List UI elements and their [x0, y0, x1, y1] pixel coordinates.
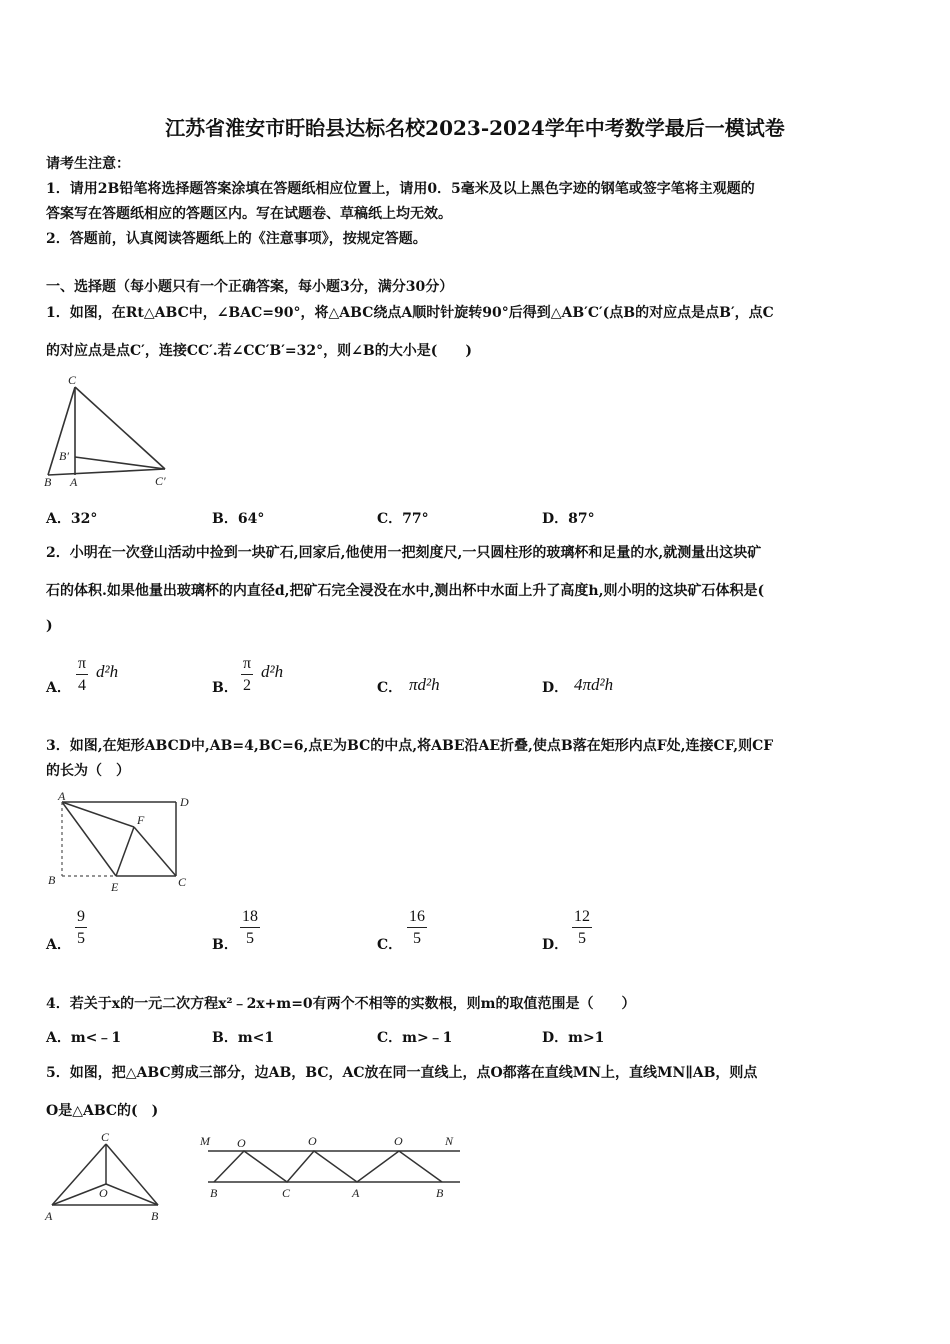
- q5-fig2-label-m: M: [200, 1134, 210, 1148]
- q2-option-a-den: 4: [78, 677, 87, 694]
- q2-stem-line-2: 石的体积.如果他量出玻璃杯的内直径d,把矿石完全浸没在水中,测出杯中水面上升了高度h,则小明的这块矿石体积是(: [46, 583, 765, 599]
- q3-figure: [44, 786, 204, 898]
- q3-label-d: D: [180, 795, 189, 809]
- q3-stem-line-2: 的长为（ ）: [46, 763, 130, 779]
- q1-label-a: A: [70, 475, 78, 489]
- q3-option-d-label[interactable]: D．: [542, 937, 569, 953]
- q3-label-f: F: [137, 813, 145, 827]
- notice-line-1: 1．请用2B铅笔将选择题答案涂填在答题纸相应位置上，请用0．5毫米及以上黑色字迹的钢笔或签字笔将主观题的: [46, 181, 755, 197]
- q3-option-b-den: 5: [246, 930, 254, 947]
- q3-option-c-den: 5: [413, 930, 421, 947]
- q5-fig2-label-b1: B: [210, 1186, 218, 1200]
- q3-label-e: E: [111, 880, 119, 894]
- q3-label-b: B: [48, 873, 56, 887]
- q2-stem-line-3: ): [46, 618, 53, 634]
- q2-option-b-den: 2: [243, 677, 252, 694]
- q2-option-a-expr: d²h: [96, 662, 119, 681]
- q3-stem-line-1: 3．如图,在矩形ABCD中,AB=4,BC=6,点E为BC的中点,将ABE沿AE折叠,使点B落在矩形内点F处,连接CF,则CF: [46, 738, 774, 754]
- q5-fig1-label-o: O: [99, 1186, 108, 1200]
- q5-fig2-label-o1: O: [237, 1136, 246, 1150]
- q5-fig2-label-o3: O: [394, 1134, 403, 1148]
- q5-stem-line-2: O是△ABC的( ): [46, 1103, 159, 1119]
- q2-option-b-num: π: [241, 655, 253, 675]
- q5-stem-line-1: 5．如图，把△ABC剪成三部分，边AB，BC，AC放在同一直线上，点O都落在直线MN上，直线MN∥AB，则点: [46, 1065, 758, 1081]
- q4-stem-line-1: 4．若关于x的一元二次方程x²﹣2x+m=0有两个不相等的实数根，则m的取值范围是（ ）: [46, 996, 636, 1012]
- q5-fig2-label-c: C: [282, 1186, 291, 1200]
- q2-option-d-label[interactable]: D．: [542, 680, 569, 696]
- q1-option-b[interactable]: B．64°: [212, 511, 265, 527]
- q1-figure: [40, 372, 180, 492]
- q2-option-d-expr: 4πd²h: [574, 675, 614, 694]
- q3-option-d-fraction: [572, 908, 592, 948]
- q5-fig2-label-b2: B: [436, 1186, 444, 1200]
- q3-option-b-fraction: [240, 908, 260, 948]
- q4-option-c[interactable]: C．m>﹣1: [377, 1030, 453, 1046]
- q3-label-a: A: [58, 789, 66, 803]
- q1-option-d[interactable]: D．87°: [542, 511, 595, 527]
- q2-stem-line-1: 2．小明在一次登山活动中捡到一块矿石,回家后,他使用一把刻度尺,一只圆柱形的玻璃杯和足量的水,就测量出这块矿: [46, 545, 762, 561]
- q3-option-d-num: 12: [572, 908, 592, 928]
- q3-option-d-den: 5: [578, 930, 586, 947]
- q2-option-b-label[interactable]: B．: [212, 680, 238, 696]
- q5-fig2-label-o2: O: [308, 1134, 317, 1148]
- section-heading: 一、选择题（每小题只有一个正确答案，每小题3分，满分30分）: [46, 279, 454, 295]
- q2-option-a-fraction: [76, 655, 88, 695]
- q5-fig2-label-a: A: [352, 1186, 360, 1200]
- q3-option-c-fraction: [407, 908, 427, 948]
- q3-option-c-label[interactable]: C．: [377, 937, 403, 953]
- q3-label-c: C: [178, 875, 187, 889]
- q1-option-c[interactable]: C．77°: [377, 511, 429, 527]
- q5-fig1-label-b: B: [151, 1209, 159, 1223]
- q4-option-a[interactable]: A．m<﹣1: [46, 1030, 122, 1046]
- notice-line-2: 答案写在答题纸相应的答题区内。写在试题卷、草稿纸上均无效。: [46, 206, 452, 222]
- q1-label-c-prime: C′: [155, 474, 166, 488]
- q3-option-c-num: 16: [407, 908, 427, 928]
- q5-fig2-label-n: N: [445, 1134, 454, 1148]
- q3-option-a-label[interactable]: A．: [46, 937, 71, 953]
- q1-label-c: C: [68, 373, 77, 387]
- q3-option-b-label[interactable]: B．: [212, 937, 238, 953]
- q1-stem-line-2: 的对应点是点C′，连接CC′.若∠CC′B′=32°，则∠B的大小是( ): [46, 343, 472, 359]
- q1-label-b: B: [44, 475, 52, 489]
- q3-option-b-num: 18: [240, 908, 260, 928]
- q3-option-a-fraction: [75, 908, 87, 948]
- q2-option-c-expr: πd²h: [409, 675, 440, 694]
- q5-fig1-label-c: C: [101, 1130, 110, 1144]
- notice-heading: 请考生注意：: [46, 156, 130, 172]
- q5-figure-lines: [192, 1128, 472, 1208]
- q2-option-b-fraction: [241, 655, 253, 695]
- notice-line-3: 2．答题前，认真阅读答题纸上的《注意事项》，按规定答题。: [46, 231, 427, 247]
- q2-option-a-label[interactable]: A．: [46, 680, 71, 696]
- q2-option-b-expr: d²h: [261, 662, 284, 681]
- page-title: 江苏省淮安市盱眙县达标名校2023-2024学年中考数学最后一模试卷: [165, 116, 785, 140]
- q3-option-a-num: 9: [75, 908, 87, 928]
- q4-option-d[interactable]: D．m>1: [542, 1030, 605, 1046]
- q2-option-a-num: π: [76, 655, 88, 675]
- q4-option-b[interactable]: B．m<1: [212, 1030, 275, 1046]
- q5-figure-triangle: [40, 1128, 172, 1228]
- q2-option-c-label[interactable]: C．: [377, 680, 403, 696]
- q1-option-a[interactable]: A．32°: [46, 511, 98, 527]
- q1-stem-line-1: 1．如图，在Rt△ABC中，∠BAC=90°，将△ABC绕点A顺时针旋转90°后得到△AB′C′(点B的对应点是点B′，点C: [46, 305, 774, 321]
- q3-option-a-den: 5: [77, 930, 85, 947]
- q1-label-b-prime: B′: [59, 449, 69, 463]
- q5-fig1-label-a: A: [45, 1209, 53, 1223]
